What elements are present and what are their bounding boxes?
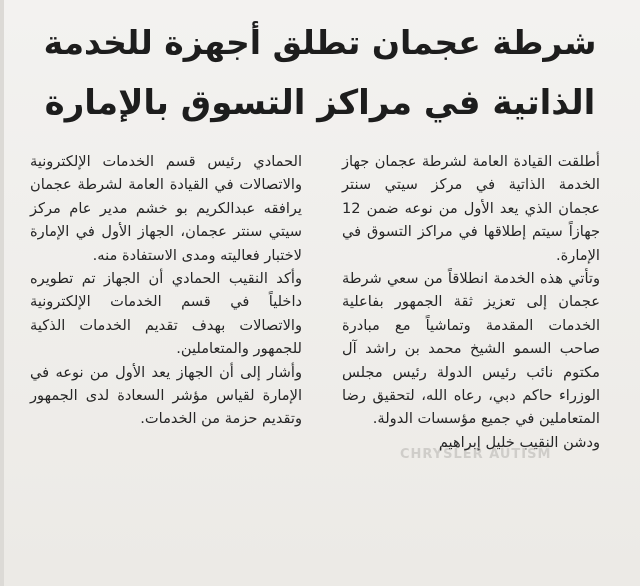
paragraph: وتأتي هذه الخدمة انطلاقاً من سعي شرطة عجمان إلى تعزيز ثقة الجمهور بفاعلية الخدمات المقدمة وتماشياً مع مبادرة صاحب السمو الشيخ محمد بن راشد آل مكتوم نائب رئيس الدولة رئيس مجلس الوزراء حاكم دبي، رعاه الله، لتحقيق رضا المتعاملين في جميع مؤسسات الدولة. xyxy=(342,270,600,428)
paragraph: أطلقت القيادة العامة لشرطة عجمان جهاز الخدمة الذاتية في مركز سيتي سنتر عجمان الذي يعد الأول من نوعه ضمن 12 جهازاً سيتم إطلاقها في مراكز التسوق في الإمارة. xyxy=(342,153,600,264)
paragraph: وأكد النقيب الحمادي أن الجهاز تم تطويره داخلياً في قسم الخدمات الإلكترونية والاتصالات بهدف تقديم الخدمات الذكية للجمهور والمتعاملين. xyxy=(30,270,302,358)
paragraph: وأشار إلى أن الجهاز يعد الأول من نوعه في الإمارة لقياس مؤشر السعادة لدى الجمهور وتقديم حزمة من الخدمات. xyxy=(30,363,302,428)
paragraph: ودشن النقيب خليل إبراهيم xyxy=(438,433,600,451)
headline-line-1: شرطة عجمان تطلق أجهزة للخدمة xyxy=(43,23,597,62)
bleed-through-text: CHRYSLER AUTISM xyxy=(400,447,552,462)
article-column-right xyxy=(342,150,600,454)
headline-line-2: الذاتية في مراكز التسوق بالإمارة xyxy=(44,83,596,123)
article-column-left xyxy=(30,150,302,431)
page-edge-shadow xyxy=(0,0,4,586)
paragraph: الحمادي رئيس قسم الخدمات الإلكترونية والاتصالات في القيادة العامة لشرطة عجمان يرافقه عبدالكريم بو خشم مدير عام مركز سيتي سنتر عجمان، الجهاز الأول في الإمارة لاختبار فعاليته ومدى الاستفادة منه. xyxy=(30,153,302,264)
